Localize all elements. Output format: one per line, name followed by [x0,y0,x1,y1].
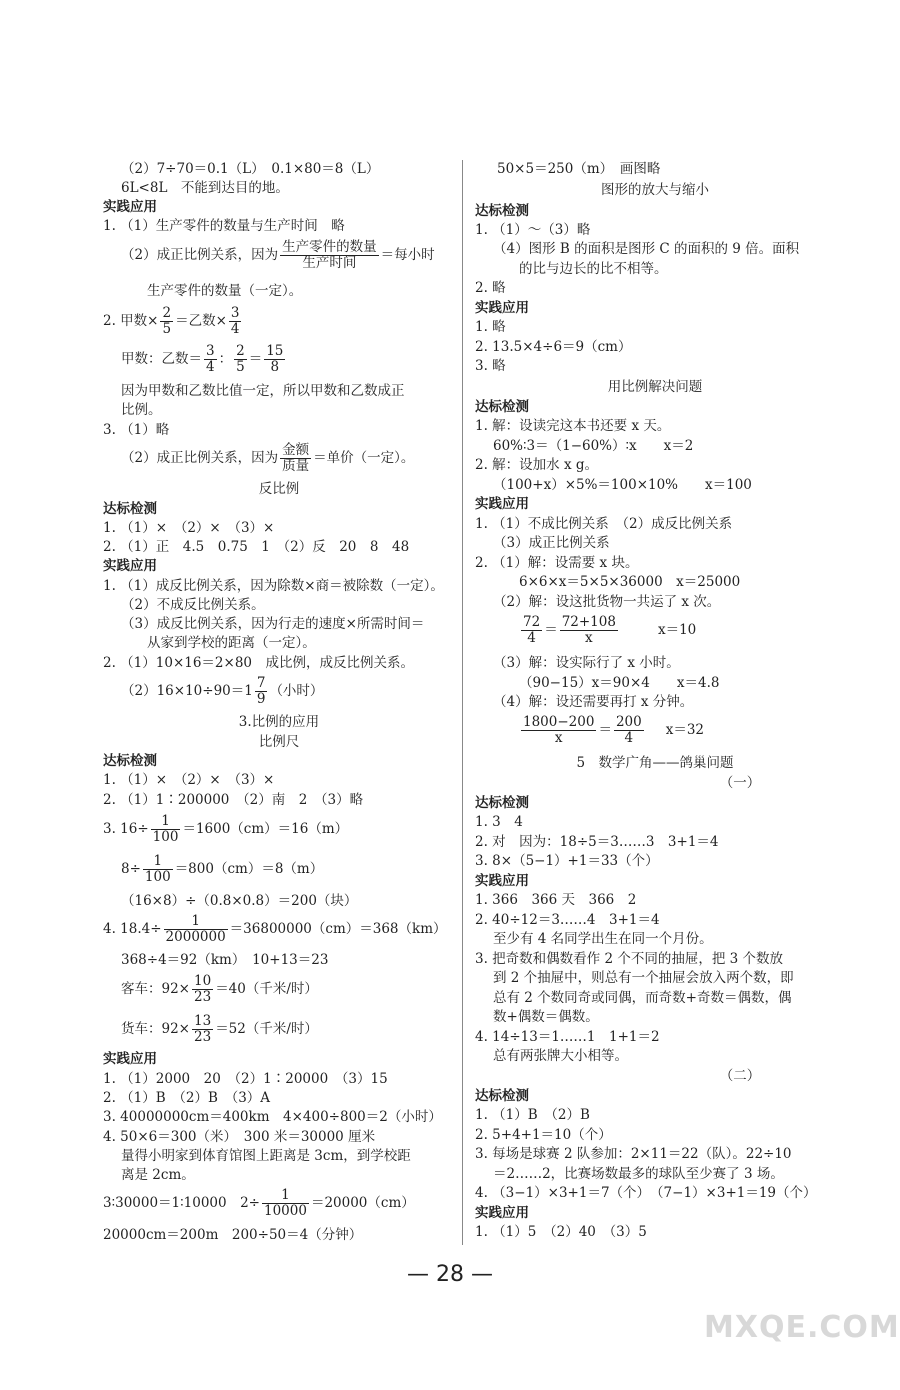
text: 8÷ [121,861,141,877]
section-heading: 实践应用 [475,300,529,316]
fraction [280,240,379,271]
section-title: 3.比例的应用 [238,714,320,730]
fraction [229,306,242,337]
fraction-line [121,240,435,271]
numerator: 15 [266,343,284,359]
text-line: 1. （1）生产零件的数量与生产时间 略 [103,218,345,234]
text-line: 3. 略 [475,358,506,374]
fraction-line [103,1188,415,1219]
section-heading: 达标检测 [475,795,529,811]
text-line: 因为甲数和乙数比值一定，所以甲数和乙数成正 [121,383,405,399]
numerator: 2 [236,343,245,359]
column-divider [462,160,463,1245]
text-line: 2. （1）正 4.5 0.75 1 （2）反 20 8 48 [103,539,410,555]
fraction [521,615,542,646]
section-title: 反比例 [258,481,300,497]
text: 3. 16÷ [103,821,149,837]
text-line: 生产零件的数量（一定）。 [147,283,303,299]
section-title: 比例尺 [258,734,300,750]
section-heading: 实践应用 [475,873,529,889]
text: ＝40（千米/时） [215,981,318,997]
denominator: 5 [162,321,172,337]
section-heading: 实践应用 [475,496,529,512]
text: 客车：92× [121,981,190,997]
text-line: 368÷4＝92（km） 10+13＝23 [121,952,329,968]
text: ＝每小时 [380,247,435,263]
text: （小时） [269,683,324,699]
text-line: 2. （1）解：设需要 x 块。 [475,555,639,571]
text-line: 4. 14÷13＝1……1 1+1＝2 [475,1029,660,1045]
fraction [264,344,285,375]
text: 3∶30000＝1∶10000 2÷ [103,1195,260,1211]
numerator: 1 [164,914,228,930]
text-line: 2. （1）B （2）B （3）A [103,1090,271,1106]
text-line: 1. （1）5 （2）40 （3）5 [475,1224,647,1240]
text-line: 6×6×x＝5×5×36000 x＝25000 [519,574,741,590]
text-line: 离是 2cm。 [121,1167,195,1183]
section-title: 用比例解决问题 [607,379,703,395]
text-line: 1. （1）成反比例关系，因为除数×商＝被除数（一定）。 [103,578,444,594]
numerator: 1 [151,814,181,830]
text-line: （4）图形 B 的面积是图形 C 的面积的 9 倍。面积 [493,241,800,257]
fraction-line [103,306,243,337]
text: 4. 18.4÷ [103,921,162,937]
numerator: 3 [206,343,215,359]
text-line: 3. 把奇数和偶数看作 2 个不同的抽屉，把 3 个数放 [475,951,784,967]
denominator: 100 [144,869,171,885]
fraction [164,914,228,945]
numerator: 200 [615,714,642,730]
text: ＝20000（cm） [310,1195,415,1211]
denominator: 4 [230,321,240,337]
denominator: 4 [206,359,215,375]
text-line: 2. 13.5×4÷6＝9（cm） [475,339,632,355]
section-subtitle: （一） [719,775,761,791]
text-line: （90−15）x＝90×4 x＝4.8 [519,675,720,691]
page-number: — 28 — [407,1262,493,1287]
numerator: 3 [230,305,240,321]
fraction [192,974,213,1005]
section-title: 5 数学广角——鸽巢问题 [576,755,734,771]
text-line: （4）解：设还需要再打 x 分钟。 [493,694,694,710]
text: ＝单价（一定）。 [313,450,415,466]
fraction [160,306,173,337]
text: ＝36800000（cm）＝368（km） [229,921,447,937]
fraction-line [121,443,414,474]
text-line: （2）不成反比例关系。 [121,597,265,613]
text-line: 的比与边长的比不相等。 [519,261,668,277]
text-line: 3. （1）略 [103,422,170,438]
denominator: 4 [624,730,634,746]
fraction [521,715,596,746]
text-line: 比例。 [121,402,162,418]
text: （2）16×10÷90＝1 [121,683,253,699]
text-line: 量得小明家到体育馆图上距离是 3cm，到学校距 [121,1148,411,1164]
text-line: 总有 2 个数同奇或同偶，而奇数+奇数＝偶数，偶 [493,990,792,1006]
section-heading: 实践应用 [103,199,157,215]
text: （2）成正比例关系，因为 [121,450,279,466]
denominator: x [554,730,563,746]
fraction-line [103,914,447,945]
fraction [192,1014,213,1045]
text: ： [218,351,233,367]
fraction-line [121,974,318,1005]
text-line: 1. 3 4 [475,814,523,830]
text: ＝1600（cm）＝16（m） [182,821,349,837]
text-line: 总有两张牌大小相等。 [493,1048,628,1064]
text-line: 2. 解：设加水 x g。 [475,457,599,473]
text-line: 6L<8L 不能到达目的地。 [121,180,289,196]
text-line: （16×8）÷（0.8×0.8）＝200（块） [121,893,358,909]
text-line: 从家到学校的距离（一定）。 [147,635,316,651]
section-heading: 实践应用 [103,1051,157,1067]
section-title: 图形的放大与缩小 [601,182,709,198]
watermark: MXQE.COM [704,1310,900,1345]
fraction [262,1188,309,1219]
text-line: 60%∶3＝（1−60%）∶x x＝2 [493,438,694,454]
denominator: 100 [152,829,179,845]
denominator: 生产时间 [302,255,357,271]
text: 甲数：乙数＝ [121,351,202,367]
numerator: 1800−200 [523,714,595,730]
numerator: 13 [194,1013,212,1029]
text: x＝32 [665,722,705,738]
text-line: （3）解：设实际行了 x 小时。 [493,655,680,671]
text-line: 1. 略 [475,319,506,335]
section-heading: 达标检测 [103,501,157,517]
denominator: 4 [527,630,536,646]
numerator: 7 [256,675,266,691]
text-line: 4. 50×6＝300（米） 300 米＝30000 厘米 [103,1129,376,1145]
fraction-line [121,1014,318,1045]
text-line: 1. （1）× （2）× （3）× [103,772,275,788]
numerator: 72+108 [561,614,616,630]
text-line: 2. （1）10×16＝2×80 成比例，成反比例关系。 [103,655,415,671]
text: x＝10 [657,622,697,638]
numerator: 10 [194,973,212,989]
section-heading: 实践应用 [475,1205,529,1221]
denominator: 23 [194,1029,212,1045]
text-line: （3）成正比例关系 [493,535,610,551]
text-line: 3. 每场是球赛 2 队参加：2×11＝22（队）。22÷10 [475,1146,792,1162]
fraction [204,344,217,375]
text-line: 2. 略 [475,280,506,296]
numerator: 1 [143,854,173,870]
fraction [151,814,181,845]
text-line: 数+偶数＝偶数。 [493,1009,599,1025]
text-line: 1. （1）不成比例关系 （2）成反比例关系 [475,516,733,532]
fraction [143,854,173,885]
numerator: 72 [523,614,541,630]
text: 货车：92× [121,1021,190,1037]
text-line: 50×5＝250（m） 画图略 [497,161,661,177]
text-line: 20000cm＝200m 200÷50＝4（分钟） [103,1227,363,1243]
numerator: 1 [262,1188,309,1204]
section-heading: 达标检测 [103,753,157,769]
denominator: 10000 [264,1203,307,1219]
text: ＝52（千米/时） [215,1021,318,1037]
text: ＝乙数× [175,313,227,329]
denominator: 23 [194,989,212,1005]
section-heading: 实践应用 [103,558,157,574]
text-line: 到 2 个抽屉中，则总有一个抽屉会放入两个数，即 [493,970,794,986]
text-line: （100+x）×5%＝100×10% x＝100 [493,477,752,493]
text-line: 1. （1）B （2）B [475,1107,590,1123]
denominator: 2000000 [165,929,226,945]
text-line: 1. （1）～（3）略 [475,222,591,238]
denominator: 5 [236,359,245,375]
text: ＝800（cm）＝8（m） [174,861,324,877]
numerator: 金额 [282,442,310,458]
text-line: 1. 解：设读完这本书还要 x 天。 [475,418,671,434]
fraction [255,676,268,707]
text-line: ＝2……2，比赛场数最多的球队至少赛了 3 场。 [493,1166,784,1182]
section-heading: 达标检测 [475,1088,529,1104]
fraction [614,715,644,746]
text: （2）成正比例关系，因为 [121,247,279,263]
text-line: 1. 366 366 天 366 2 [475,892,637,908]
text-line: 2. 对 因为：18÷5＝3……3 3+1＝4 [475,834,719,850]
denominator: 8 [270,359,280,375]
fraction [234,344,247,375]
text: 2. 甲数× [103,313,159,329]
text: ＝ [544,622,558,638]
denominator: x [585,630,593,646]
text-line: 3. 40000000cm＝400km 4×400÷800＝2（小时） [103,1109,442,1125]
text-line: 1. （1）2000 20 （2）1∶20000 （3）15 [103,1071,388,1087]
text: ＝ [598,722,612,738]
section-heading: 达标检测 [475,203,529,219]
fraction-line [519,715,704,746]
text-line: 至少有 4 名同学出生在同一个月份。 [493,931,713,947]
section-heading: 达标检测 [475,399,529,415]
numerator: 生产零件的数量 [282,239,377,255]
fraction-line [519,615,696,646]
denominator: 质量 [282,458,310,474]
text-line: 2. （1）1∶200000 （2）南 2 （3）略 [103,792,364,808]
text-line: 3. 8×（5−1）+1＝33（个） [475,853,659,869]
fraction [280,443,311,474]
text-line: （3）成反比例关系，因为行走的速度×所需时间＝ [121,616,425,632]
text-line: （2）解：设这批货物一共运了 x 次。 [493,594,721,610]
fraction-line [103,814,348,845]
fraction-line [121,676,323,707]
text: ＝ [248,351,263,367]
denominator: 9 [256,691,266,707]
text-line: 1. （1）× （2）× （3）× [103,520,275,536]
fraction-line [121,854,323,885]
text-line: 2. 40÷12＝3……4 3+1＝4 [475,912,660,928]
text-line: （2）7÷70＝0.1（L） 0.1×80＝8（L） [121,161,380,177]
text-line: 4. （3−1）×3+1＝7（个） （7−1）×3+1＝19（个） [475,1185,817,1201]
fraction [560,615,618,646]
section-subtitle: （二） [719,1068,761,1084]
text-line: 2. 5+4+1＝10（个） [475,1127,612,1143]
fraction-line [121,344,287,375]
numerator: 2 [162,305,172,321]
